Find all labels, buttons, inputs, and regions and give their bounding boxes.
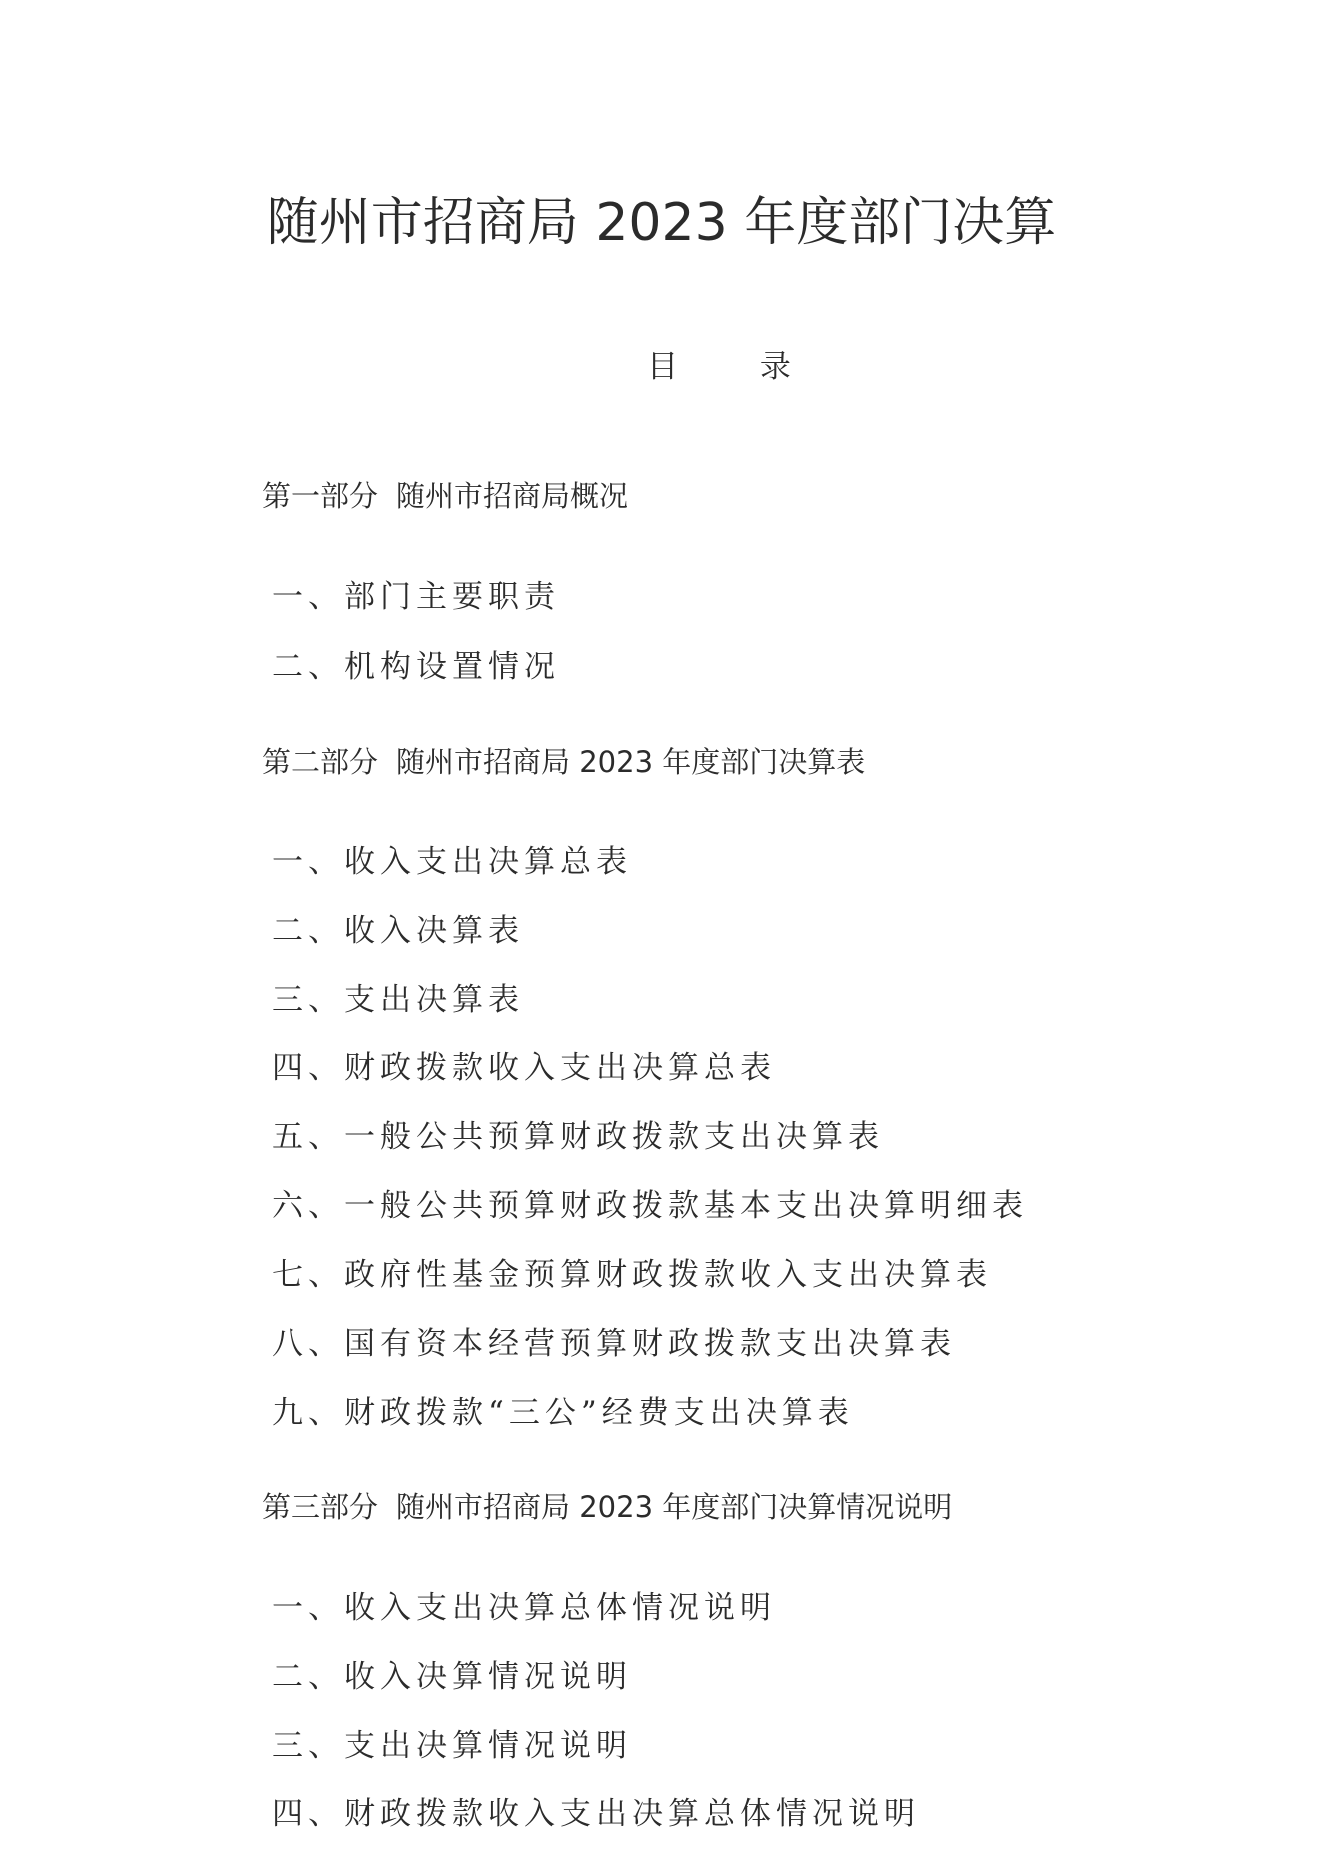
toc-item: 二、收入决算表 bbox=[272, 913, 524, 949]
section-heading-part-2 bbox=[262, 742, 865, 782]
toc-item: 三、支出决算表 bbox=[272, 982, 524, 1018]
section-title: 随州市招商局概况 bbox=[396, 479, 629, 513]
toc-item: 二、收入决算情况说明 bbox=[272, 1659, 632, 1695]
toc-item: 九、财政拨款“三公”经费支出决算表 bbox=[272, 1395, 854, 1431]
section-title: 随州市招商局 2023 年度部门决算表 bbox=[396, 745, 866, 779]
toc-item: 三、支出决算情况说明 bbox=[272, 1728, 632, 1764]
toc-item: 七、政府性基金预算财政拨款收入支出决算表 bbox=[272, 1257, 992, 1293]
toc-item: 四、财政拨款收入支出决算总表 bbox=[272, 1050, 776, 1086]
toc-item: 一、部门主要职责 bbox=[272, 579, 560, 615]
toc-item: 四、财政拨款收入支出决算总体情况说明 bbox=[272, 1796, 920, 1832]
section-heading-part-3 bbox=[262, 1487, 952, 1527]
section-label: 第二部分 bbox=[262, 745, 379, 779]
document-title: 随州市招商局 2023 年度部门决算 bbox=[266, 193, 1057, 253]
toc-item: 一、收入支出决算总表 bbox=[272, 844, 632, 880]
toc-item: 五、一般公共预算财政拨款支出决算表 bbox=[272, 1119, 884, 1155]
section-label: 第三部分 bbox=[262, 1490, 379, 1524]
toc-item: 六、一般公共预算财政拨款基本支出决算明细表 bbox=[272, 1188, 1028, 1224]
section-label: 第一部分 bbox=[262, 479, 379, 513]
toc-item: 八、国有资本经营预算财政拨款支出决算表 bbox=[272, 1326, 956, 1362]
section-heading-part-1 bbox=[262, 476, 628, 516]
toc-item: 一、收入支出决算总体情况说明 bbox=[272, 1590, 776, 1626]
toc-item: 二、机构设置情况 bbox=[272, 649, 560, 685]
toc-heading: 目 录 bbox=[647, 349, 827, 385]
section-title: 随州市招商局 2023 年度部门决算情况说明 bbox=[396, 1490, 953, 1524]
